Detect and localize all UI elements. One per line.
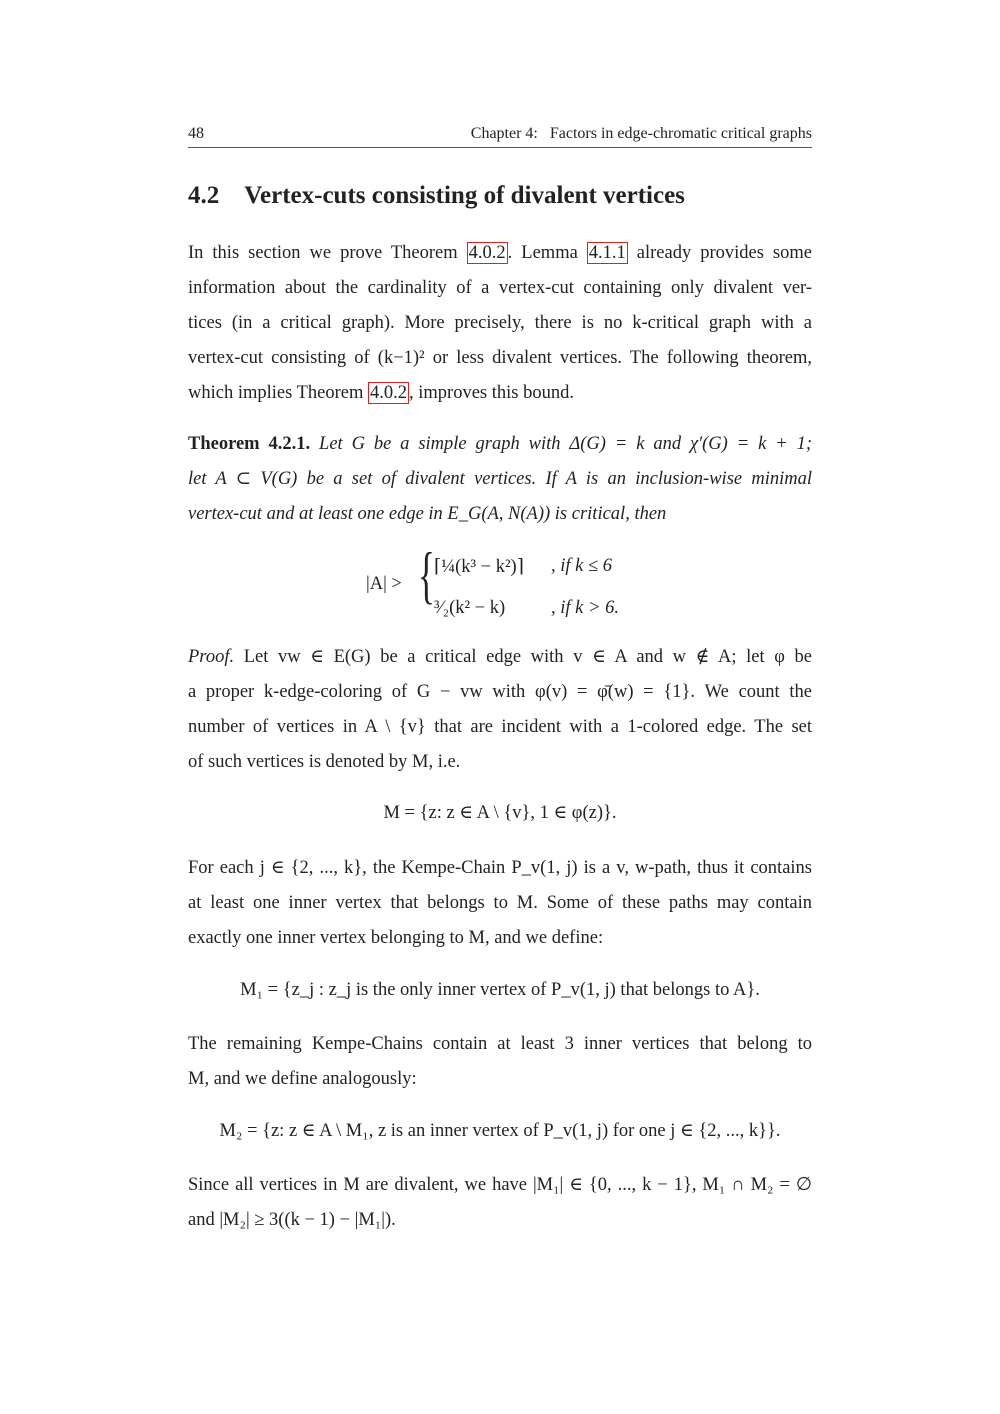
proof-paragraph bbox=[188, 640, 812, 780]
left-brace: { bbox=[418, 539, 435, 610]
intro-line: tices (in a critical graph). More precisely, there is no k-critical graph with a bbox=[188, 313, 812, 333]
equation-M1: M₁ = {z_j : z_j is the only inner vertex of P_v(1, j) that belongs to A}. bbox=[240, 980, 760, 1000]
proof-line: at least one inner vertex that belongs to M. Some of these paths may contain bbox=[188, 893, 812, 913]
equation-M2: M₂ = {z: z ∈ A \ M₁, z is an inner vertex of P_v(1, j) for one j ∈ {2, ..., k}}. bbox=[219, 1121, 781, 1141]
divalent-paragraph bbox=[188, 1168, 812, 1238]
proof-label: Proof. bbox=[188, 647, 235, 667]
chapter-title: Chapter 4: Factors in edge-chromatic critical graphs bbox=[470, 125, 812, 142]
section-number: 4.2 bbox=[188, 182, 220, 209]
theorem-ref-link[interactable]: 4.0.2 bbox=[468, 243, 506, 263]
remaining-chains-paragraph bbox=[188, 1027, 812, 1097]
theorem-line: Theorem 4.2.1. Let G be a simple graph with Δ(G) = k and χ′(G) = k + 1; bbox=[188, 434, 813, 454]
lemma-ref-link[interactable]: 4.1.1 bbox=[588, 243, 626, 263]
theorem-label: Theorem 4.2.1. bbox=[188, 434, 311, 454]
theorem-block bbox=[188, 427, 812, 532]
proof-line: exactly one inner vertex belonging to M, and we define: bbox=[188, 928, 604, 948]
case-1-condition: , if k ≤ 6 bbox=[551, 556, 613, 576]
case-1-expression: ⌈¼(k³ − k²)⌉ bbox=[434, 557, 524, 577]
running-header bbox=[188, 125, 812, 148]
intro-line: vertex-cut consisting of (k−1)² or less divalent vertices. The following theorem, bbox=[188, 348, 812, 368]
intro-line: which implies Theorem 4.0.2 , improves this bound. bbox=[188, 383, 574, 403]
proof-line: of such vertices is denoted by M, i.e. bbox=[188, 752, 461, 772]
intro-paragraph bbox=[188, 236, 812, 411]
proof-line: Proof. Let vw ∈ E(G) be a critical edge with v ∈ A and w ∉ A; let φ be bbox=[188, 647, 813, 667]
section-heading bbox=[188, 182, 685, 210]
proof-line: M, and we define analogously: bbox=[188, 1069, 417, 1089]
proof-line: The remaining Kempe-Chains contain at least 3 inner vertices that belong to bbox=[188, 1034, 812, 1054]
proof-line: Since all vertices in M are divalent, we have |M₁| ∈ {0, ..., k − 1}, M₁ ∩ M₂ = ∅ bbox=[188, 1175, 812, 1195]
theorem-line: let A ⊂ V(G) be a set of divalent vertices. If A is an inclusion-wise minimal bbox=[188, 469, 812, 489]
theorem-line: vertex-cut and at least one edge in E_G(A, N(A)) is critical, then bbox=[188, 504, 667, 524]
kempe-paragraph bbox=[188, 851, 812, 956]
case-2-expression: ³⁄₂(k² − k) bbox=[434, 598, 506, 618]
equation-M: M = {z: z ∈ A \ {v}, 1 ∈ φ(z)}. bbox=[383, 803, 617, 823]
intro-line: In this section we prove Theorem 4.0.2 . Lemma 4.1.1 already provides some bbox=[188, 243, 812, 263]
section-title: Vertex-cuts consisting of divalent vertices bbox=[244, 182, 685, 209]
case-2-condition: , if k > 6. bbox=[551, 598, 619, 618]
equation-lhs: |A| > bbox=[366, 574, 402, 594]
theorem-ref-link[interactable]: 4.0.2 bbox=[370, 383, 407, 403]
proof-line: For each j ∈ {2, ..., k}, the Kempe-Chain P_v(1, j) is a v, w-path, thus it contains bbox=[188, 858, 812, 878]
proof-line: a proper k-edge-coloring of G − vw with φ(v) = φ̄(w) = {1}. We count the bbox=[188, 682, 812, 702]
page-number: 48 bbox=[188, 125, 204, 142]
intro-line: information about the cardinality of a vertex-cut containing only divalent ver- bbox=[188, 278, 812, 298]
proof-line: number of vertices in A \ {v} that are incident with a 1-colored edge. The set bbox=[188, 717, 812, 737]
proof-line: and |M₂| ≥ 3((k − 1) − |M₁|). bbox=[188, 1210, 396, 1230]
